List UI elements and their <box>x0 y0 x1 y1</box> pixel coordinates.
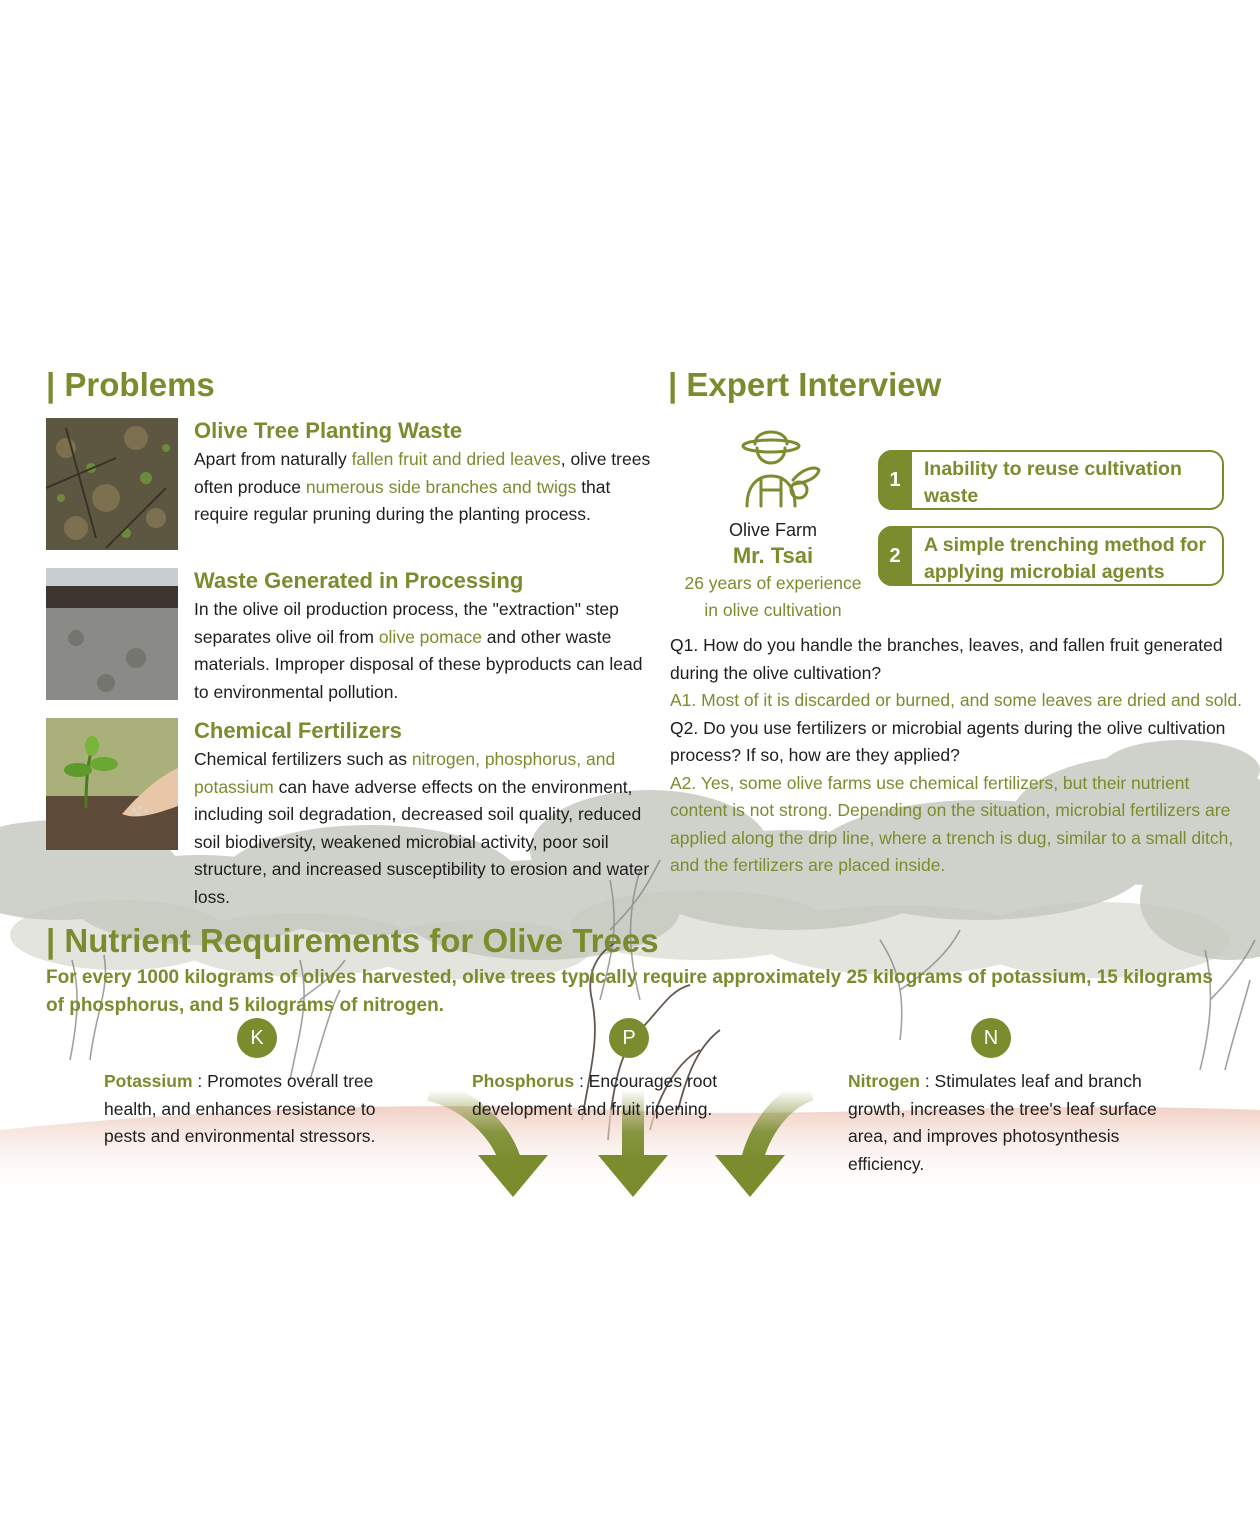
nutrient-badge-p: P <box>609 1018 649 1058</box>
expert-title: | Expert Interview <box>668 366 942 403</box>
expert-experience-line1: 26 years of experience <box>684 573 862 593</box>
question: Q1. How do you handle the branches, leaves, and fallen fruit generated during the olive cultivation? <box>670 635 1223 683</box>
problem-title: Olive Tree Planting Waste <box>194 418 463 443</box>
photo-pomace-pit <box>46 568 178 700</box>
farmer-icon <box>723 418 823 514</box>
nutrient-badge-n: N <box>971 1018 1011 1058</box>
expert-card <box>668 418 878 624</box>
highlight-number: 1 <box>878 450 912 510</box>
problem-desc: In the olive oil production process, the "extraction" step separates olive oil from olive pomace and other waste materials. Improper disposal of these byproducts can lead to environmental pollution. <box>194 599 643 702</box>
nutrient-phosphorus: Phosphorus : Encourages root development and fruit ripening. <box>472 1071 718 1119</box>
expert-farm: Olive Farm <box>728 520 817 540</box>
highlight-pill <box>878 526 1224 586</box>
problems-title: | Problems <box>46 366 215 403</box>
answer: A2. Yes, some olive farms use chemical fertilizers, but their nutrient content is not strong. Depending on the situation, microbial fertilizers are applied along the drip line, where a trench is dug, similar to a small ditch, and the fertilizers are placed inside. <box>670 772 1234 875</box>
nutrients-title: | Nutrient Requirements for Olive Trees <box>46 922 659 959</box>
problem-processing-waste <box>46 568 646 708</box>
highlight-number: 2 <box>878 526 912 586</box>
expert-name: Mr. Tsai <box>732 543 814 568</box>
problem-desc: Apart from naturally fallen fruit and dried leaves, olive trees often produce numerous side branches and twigs that require regular pruning during the planting process. <box>194 449 651 525</box>
nutrient-badge-k: K <box>237 1018 277 1058</box>
nutrients-intro: For every 1000 kilograms of olives harvested, olive trees typically require approximately 25 kilograms of potassium, 15 kilograms of phosphorus, and 5 kilograms of nitrogen. <box>46 967 1213 1016</box>
problem-chemical-fertilizers <box>46 718 650 908</box>
nutrient-nitrogen: Nitrogen : Stimulates leaf and branch growth, increases the tree's leaf surface area, and improves photosynthesis efficiency. <box>848 1071 1157 1174</box>
highlight-label: Inability to reuse cultivation waste <box>924 458 1182 507</box>
interview-qa <box>670 632 1245 880</box>
photo-leaf-litter <box>46 418 178 550</box>
highlight-pill <box>878 450 1224 510</box>
answer: A1. Most of it is discarded or burned, and some leaves are dried and sold. <box>670 690 1242 710</box>
expert-experience-line2: in olive cultivation <box>704 600 842 620</box>
problem-desc: Chemical fertilizers such as nitrogen, phosphorus, and potassium can have adverse effects on the environment, including soil degradation, decreased soil quality, reduced soil biodiversity, weakened microbial activity, poor soil structure, and increased susceptibility to erosion and water loss. <box>194 749 650 907</box>
nutrient-potassium: Potassium : Promotes overall tree health, and enhances resistance to pests and environmental stressors. <box>104 1071 376 1147</box>
problem-title: Chemical Fertilizers <box>194 718 402 743</box>
question: Q2. Do you use fertilizers or microbial agents during the olive cultivation process? If so, how are they applied? <box>670 717 1226 765</box>
highlight-label: A simple trenching method for applying microbial agents <box>924 534 1207 583</box>
problem-planting-waste <box>46 418 651 558</box>
photo-fertilizer-hand <box>46 718 178 850</box>
problem-title: Waste Generated in Processing <box>194 568 524 593</box>
